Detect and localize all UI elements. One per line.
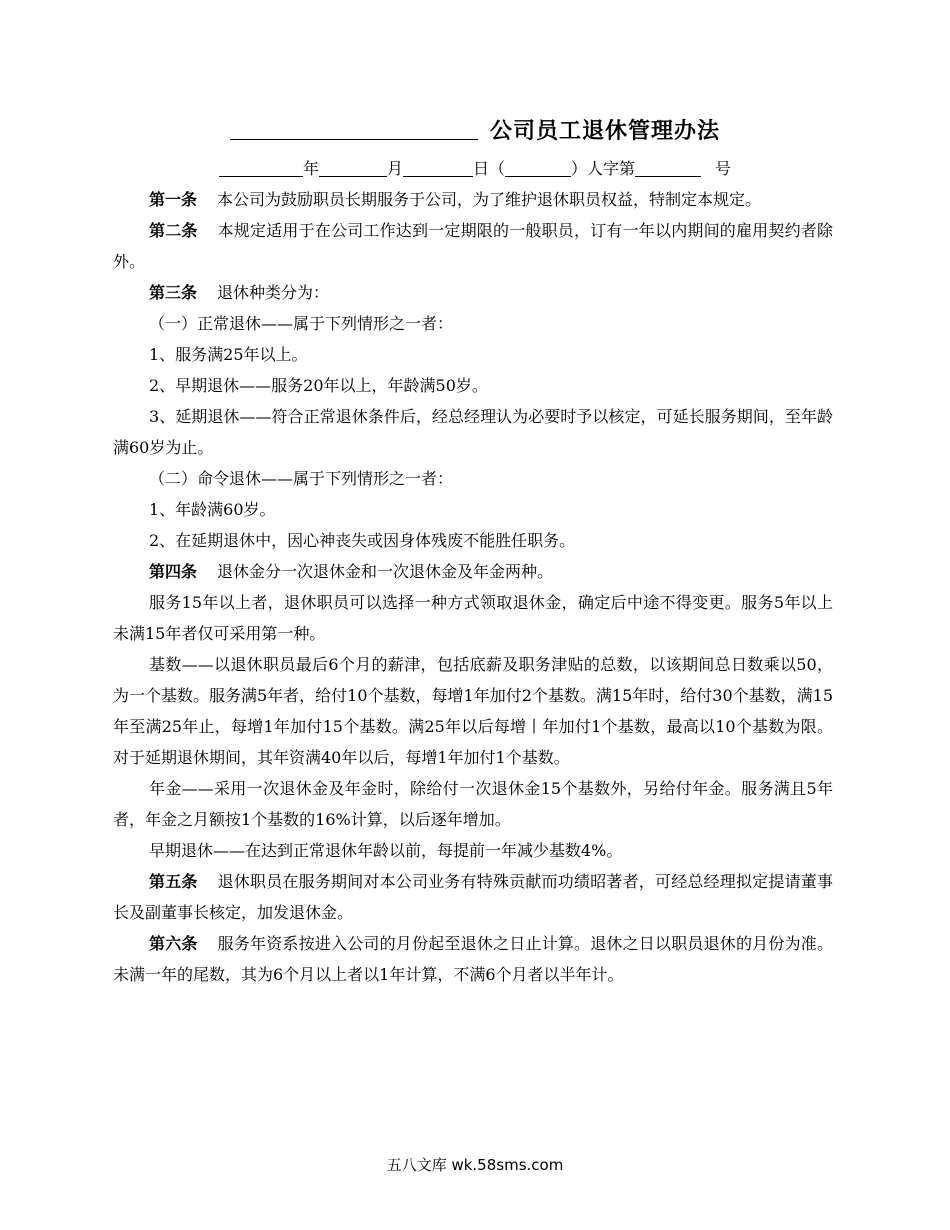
paragraph-text: 3、延期退休——符合正常退休条件后，经总经理认为必要时予以核定，可延长服务期间，至年龄满60岁为止。: [113, 407, 833, 457]
article-label: 第三条: [149, 283, 198, 302]
paragraph: [113, 308, 833, 339]
article-text: 服务年资系按进入公司的月份起至退休之日止计算。退休之日以职员退休的月份为准。未满一年的尾数，其为6个月以上者以1年计算，不满6个月者以半年计。: [113, 934, 833, 984]
article-4: [113, 556, 833, 587]
paragraph-text: 2、在延期退休中，因心神丧失或因身体残废不能胜任职务。: [149, 531, 576, 550]
paragraph: [113, 649, 833, 773]
document-number-line: [0, 156, 950, 179]
paragraph: [113, 401, 833, 463]
paragraph: [113, 773, 833, 835]
document-title: [0, 114, 950, 145]
article-text: 退休种类分为：: [217, 283, 330, 302]
article-text: 退休职员在服务期间对本公司业务有特殊贡献而功绩昭著者，可经总经理拟定提请董事长及副董事长核定，加发退休金。: [113, 872, 833, 922]
paragraph-text: 年金——采用一次退休金及年金时，除给付一次退休金15个基数外，另给付年金。服务满且5年者，年金之月额按1个基数的16%计算，以后逐年增加。: [113, 779, 833, 829]
article-5: [113, 866, 833, 928]
article-label: 第六条: [149, 934, 198, 953]
paragraph: [113, 370, 833, 401]
footer-watermark: 五八文库 wk.58sms.com: [386, 1156, 564, 1174]
paragraph: [113, 525, 833, 556]
paragraph: [113, 463, 833, 494]
paragraph-text: 2、早期退休——服务20年以上，年龄满50岁。: [149, 376, 488, 395]
article-text: 本规定适用于在公司工作达到一定期限的一般职员，订有一年以内期间的雇用契约者除外。: [113, 221, 833, 271]
paragraph-text: （一）正常退休——属于下列情形之一者：: [149, 314, 454, 333]
year-blank: [219, 160, 303, 177]
article-2: [113, 215, 833, 277]
paragraph-text: 服务15年以上者，退休职员可以选择一种方式领取退休金，确定后中途不得变更。服务5年以上未满15年者仅可采用第一种。: [113, 593, 833, 643]
article-label: 第二条: [149, 221, 198, 240]
article-6: [113, 928, 833, 990]
document-body: [113, 184, 833, 990]
paragraph-text: （二）命令退休——属于下列情形之一者：: [149, 469, 454, 488]
paragraph-text: 早期退休——在达到正常退休年龄以前，每提前一年减少基数4%。: [149, 841, 623, 860]
title-text: 公司员工退休管理办法: [489, 118, 720, 144]
month-label: 月: [386, 159, 403, 178]
year-label: 年: [302, 159, 319, 178]
month-blank: [319, 160, 387, 177]
dept-close-label: ）人字第: [571, 159, 636, 178]
paragraph-text: 1、服务满25年以上。: [149, 345, 308, 364]
paragraph: [113, 494, 833, 525]
paragraph-text: 1、年龄满60岁。: [149, 500, 276, 519]
company-name-blank: [230, 117, 478, 140]
article-3: [113, 277, 833, 308]
paragraph: [113, 587, 833, 649]
paragraph: [113, 339, 833, 370]
day-label: 日（: [472, 159, 505, 178]
number-blank: [635, 160, 701, 177]
article-label: 第四条: [149, 562, 198, 581]
number-label: 号: [715, 159, 732, 178]
article-label: 第一条: [149, 190, 198, 209]
article-1: [113, 184, 833, 215]
article-text: 退休金分一次退休金和一次退休金及年金两种。: [217, 562, 554, 581]
paragraph: [113, 835, 833, 866]
day-blank: [403, 160, 473, 177]
article-label: 第五条: [149, 872, 198, 891]
article-text: 本公司为鼓励职员长期服务于公司，为了维护退休职员权益，特制定本规定。: [217, 190, 762, 209]
paragraph-text: 基数——以退休职员最后6个月的薪津，包括底薪及职务津贴的总数，以该期间总日数乘以50，为一个基数。服务满5年者，给付10个基数，每增1年加付2个基数。满15年时，给付30个基数，满15年至满25年止，每增1年加付15个基数。满25年以后每增丨年加付1个基数，最高以10个基数为限。对于延期退休期间，其年资满40年以后，每增1年加付1个基数。: [113, 655, 833, 767]
dept-blank: [505, 160, 571, 177]
